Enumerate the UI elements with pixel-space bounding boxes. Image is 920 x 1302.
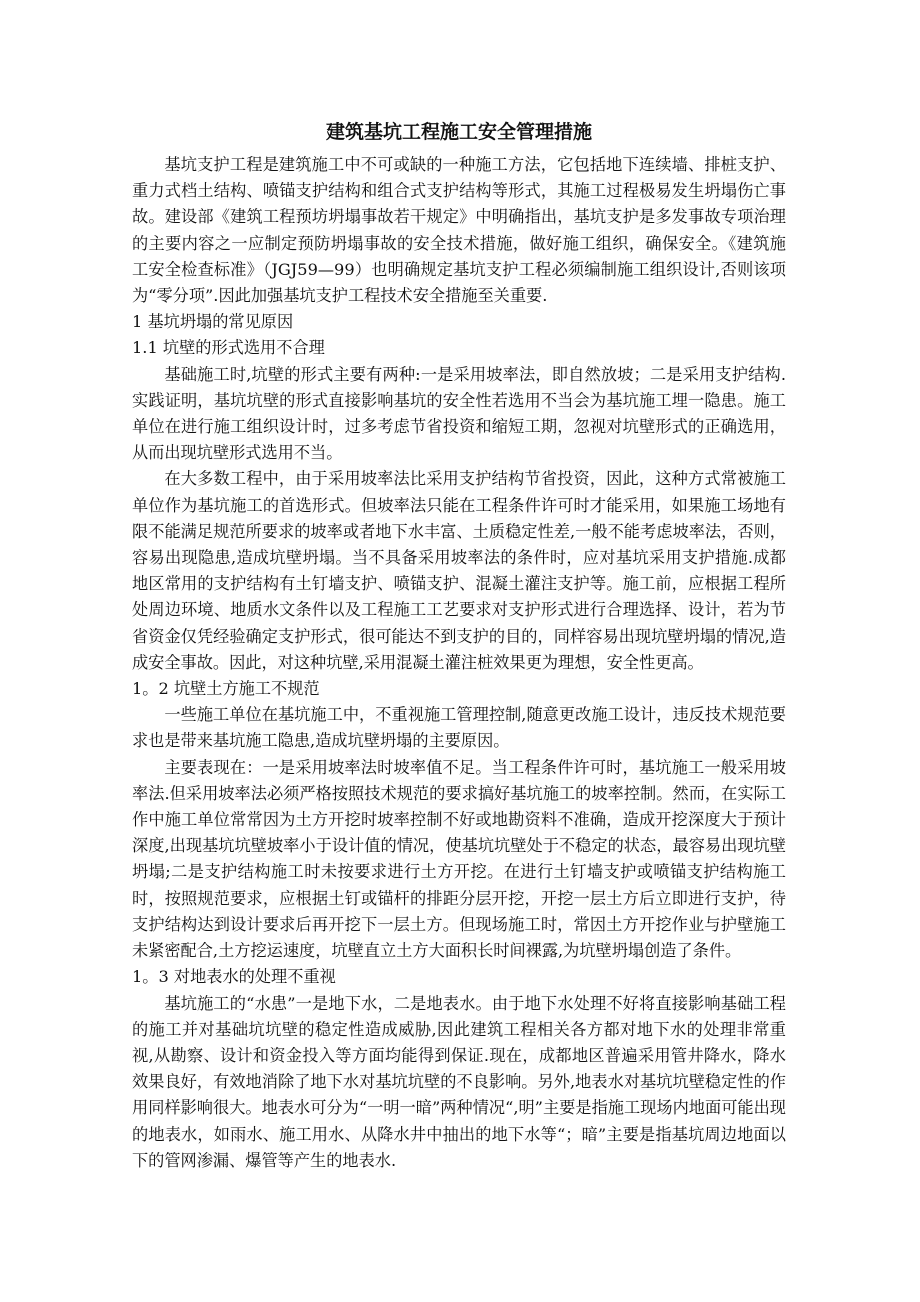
paragraph-1-2-b: 主要表现在：一是采用坡率法时坡率值不足。当工程条件许可时，基坑施工一般采用坡率法.但采用坡率法必须严格按照技术规范的要求搞好基坑施工的坡率控制。然而，在实际工作中施工单位常常因为土方开挖时坡率控制不好或地勘资料不准确，造成开挖深度大于预计深度,出现基坑坑壁坡率小于设计值的情况，使基坑坑壁处于不稳定的状态，最容易出现坑壁坍塌;二是支护结构施工时未按要求进行土方开挖。在进行土钉墙支护或喷锚支护结构施工时，按照规范要求，应根据土钉或锚杆的排距分层开挖，开挖一层土方后立即进行支护，待支护结构达到设计要求后再开挖下一层土方。但现场施工时，常因土方开挖作业与护壁施工未紧密配合,土方挖运速度，坑壁直立土方大面积长时间裸露,为坑壁坍塌创造了条件。 [132,757,786,961]
paragraph-1-1-a: 基础施工时,坑壁的形式主要有两种:一是采用坡率法，即自然放坡；二是采用支护结构.实践证明，基坑坑壁的形式直接影响基坑的安全性若选用不当会为基坑施工埋一隐患。施工单位在进行施工组织设计时，过多考虑节省投资和缩短工期，忽视对坑壁形式的正确选用，从而出现坑壁形式选用不当。 [132,364,786,463]
paragraph-1-3-a: 基坑施工的“水患”一是地下水，二是地表水。由于地下水处理不好将直接影响基础工程的施工并对基础坑坑壁的稳定性造成威胁,因此建筑工程相关各方都对地下水的处理非常重视,从勘察、设计和资金投入等方面均能得到保证.现在，成都地区普遍采用管井降水，降水效果良好，有效地消除了地下水对基坑坑壁的不良影响。另外,地表水对基坑坑壁稳定性的作用同样影响很大。地表水可分为“一明一暗”两种情况“,明”主要是指施工现场内地面可能出现的地表水，如雨水、施工用水、从降水井中抽出的地下水等“；暗”主要是指基坑周边地面以下的管网渗漏、爆管等产生的地表水. [132,993,786,1170]
paragraph-1-2-a: 一些施工单位在基坑施工中，不重视施工管理控制,随意更改施工设计，违反技术规范要求也是带来基坑施工隐患,造成坑壁坍塌的主要原因。 [132,705,786,751]
paragraph-1-1-b: 在大多数工程中，由于采用坡率法比采用支护结构节省投资，因此，这种方式常被施工单位作为基坑施工的首选形式。但坡率法只能在工程条件许可时才能采用，如果施工场地有限不能满足规范所要求的坡率或者地下水丰富、土质稳定性差,一般不能考虑坡率法，否则，容易出现隐患,造成坑壁坍塌。当不具备采用坡率法的条件时，应对基坑采用支护措施.成都地区常用的支护结构有土钉墙支护、喷锚支护、混凝土灌注支护等。施工前，应根据工程所处周边环境、地质水文条件以及工程施工工艺要求对支护形式进行合理选择、设计，若为节省资金仅凭经验确定支护形式，很可能达不到支护的目的，同样容易出现坑壁坍塌的情况,造成安全事故。因此，对这种坑壁,采用混凝土灌注桩效果更为理想，安全性更高。 [132,469,786,672]
paragraph-intro: 基坑支护工程是建筑施工中不可或缺的一种施工方法，它包括地下连续墙、排桩支护、重力式档土结构、喷锚支护结构和组合式支护结构等形式，其施工过程极易发生坍塌伤亡事故。建设部《建筑工程预坊坍塌事故若干规定》中明确指出，基坑支护是多发事故专项治理的主要内容之一应制定预防坍塌事故的安全技术措施，做好施工组织，确保安全。《建筑施工安全检查标准》（JGJ59—99）也明确规定基坑支护工程必须编制施工组织设计,否则该项为“零分项”.因此加强基坑支护工程技术安全措施至关重要. [132,155,786,306]
subsection-heading-1-3: 1。3 对地表水的处理不重视 [132,967,336,987]
document-page [132,118,786,1174]
subsection-heading-1-2: 1。2 坑壁土方施工不规范 [132,679,320,699]
section-heading-1: 1 基坑坍塌的常见原因 [132,312,294,332]
subsection-heading-1-1: 1.1 坑壁的形式选用不合理 [132,338,325,358]
document-title: 建筑基坑工程施工安全管理措施 [325,121,592,143]
